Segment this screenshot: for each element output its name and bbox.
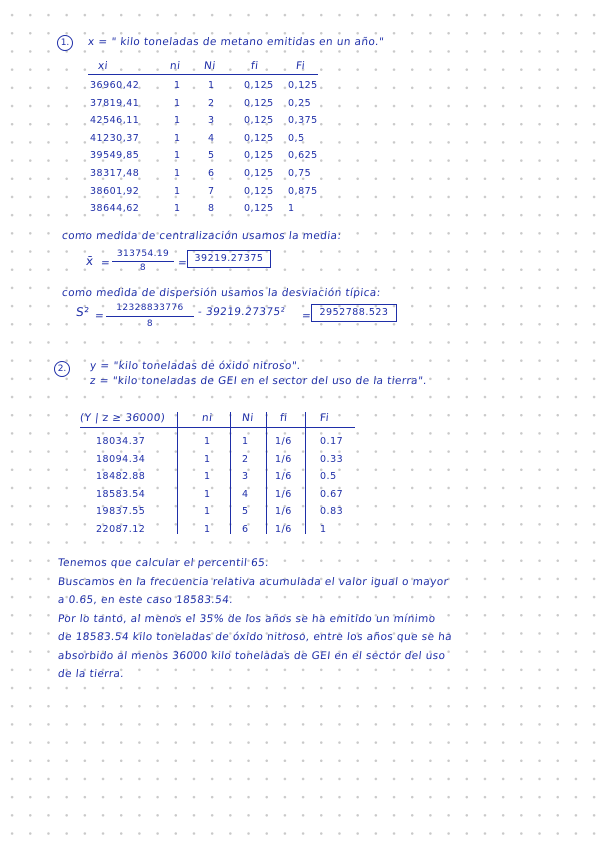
table-cell: 1 [174,97,181,109]
header-y-given-z: (Y | z ≥ 36000) [79,412,166,424]
table-cell: 0.33 [320,453,344,465]
header-ni: ni [169,60,182,72]
s2-fraction-bar [106,316,194,317]
mean-numerator: 313754.19 [116,249,170,259]
table-cell: 1 [288,203,295,215]
table-cell: 0,125 [244,115,274,127]
exercise-number-2: 2. [54,361,70,377]
mean-fraction-bar [112,261,174,262]
mean-symbol: x̄ [85,254,95,268]
variable-x-definition: x = " kilo toneladas de metano emitidas en un año." [87,36,385,48]
table-cell: 1 [174,203,181,215]
header-Fi: Fi [295,60,306,72]
table-cell-xi: 39549,85 [90,150,140,162]
exercise-number-1: 1. [57,35,73,51]
table-cell: 1 [204,523,211,535]
table-cell-y: 22087.12 [96,523,146,535]
table-cell: 0,125 [244,185,274,197]
mean-denominator: 8 [139,263,147,273]
table-cell: 0,125 [244,132,274,144]
table-cell: 1/6 [275,523,292,535]
table-cell: 0,25 [288,97,312,109]
table-cell: 0,125 [288,80,318,91]
table-cell-y: 19837.55 [96,506,146,517]
header-xi: xi [97,60,109,72]
table-cell: 1/6 [275,506,292,517]
table-cell: 4 [242,488,249,500]
table-cell: 1 [174,168,181,179]
variable-y-definition: y = "kilo toneladas de óxido nitroso". [89,360,302,372]
table-cell: 0,125 [244,203,274,215]
table-cell: 0,125 [244,168,274,179]
s2-numerator: 12328833776 [116,303,184,313]
paragraph-line: Tenemos que calcular el percentil 65. [57,557,270,569]
table-cell: 2 [208,97,215,109]
table-cell-y: 18583.54 [96,488,146,500]
s2-equals: = [94,310,105,322]
table-cell: 1 [204,506,211,517]
table-cell: 2 [242,453,249,465]
table-cell: 1 [174,115,181,127]
column-divider-3 [266,412,267,534]
variable-z-definition: z = "kilo toneladas de GEI en el sector del uso de la tierra". [89,375,428,387]
table-cell-y: 18094.34 [96,453,146,465]
dispersion-sentence: como medida de dispersión usamos la desviación típica: [61,287,382,299]
paragraph-line: a 0.65, en este caso 18583.54. [57,594,234,606]
header-fi: fi [250,60,260,72]
table-cell: 0,125 [244,150,274,162]
table-cell: 1/6 [275,471,292,482]
table-cell: 5 [242,506,249,517]
table-cell-y: 18034.37 [96,436,146,447]
table-cell: 1 [204,471,211,482]
header-ni: ni [201,412,214,424]
header-underline [80,427,355,428]
table-cell: 1 [174,185,181,197]
table-cell-xi: 37819,41 [90,97,140,109]
header-underline [88,74,318,75]
table-cell: 1/6 [275,453,292,465]
table-cell: 0,625 [288,150,318,162]
mean-equals-2: = [177,257,188,269]
header-fi: fi [279,412,289,424]
table-cell: 1 [208,80,215,91]
table-cell: 1 [204,453,211,465]
s2-equals-2: = [301,310,312,322]
paragraph-line: Por lo tanto, al menos el 35% de los años se ha emitido un mínimo [57,612,437,625]
table-cell: 8 [208,203,215,215]
table-cell: 6 [242,523,249,535]
table-cell: 3 [242,471,249,482]
column-divider-2 [230,412,231,534]
table-cell: 0,75 [288,168,312,179]
table-cell: 0,375 [288,115,318,127]
table-cell: 0,125 [244,80,274,91]
table-cell: 0,125 [244,97,274,109]
column-divider-4 [305,412,306,534]
table-cell: 1 [242,436,249,447]
table-cell: 0.67 [320,488,344,500]
header-Ni: Ni [241,412,255,424]
paragraph-line: absorbido al menos 36000 kilo toneladas de GEI en el sector del uso [57,649,447,662]
table-cell-xi: 38644,62 [90,203,140,215]
table-cell: 5 [208,150,215,162]
table-cell: 1/6 [275,436,292,447]
mean-equals: = [100,257,111,269]
table-cell: 1 [320,523,327,535]
table-cell-xi: 38317,48 [90,168,140,179]
table-cell-y: 18482.88 [96,471,146,482]
table-cell-xi: 38601,92 [90,185,140,197]
paragraph-line: de la tierra. [57,668,125,680]
table-cell: 0.17 [320,436,344,447]
mean-result-box: 39219.27375 [187,250,271,268]
table-cell: 1/6 [275,488,292,500]
s2-result-box: 2952788.523 [311,304,397,322]
table-cell: 1 [174,150,181,162]
table-cell: 0.83 [320,506,344,517]
paragraph-line: Buscamos en la frecuencia relativa acumulada el valor igual o mayor [57,575,449,588]
table-cell: 1 [204,488,211,500]
table-cell: 0.5 [320,471,337,482]
s2-denominator: 8 [146,319,154,329]
s2-minus-mean-squared: - 39219.27375² [197,306,286,318]
table-cell: 1 [174,80,181,91]
table-cell-xi: 41230,37 [90,132,140,144]
table-cell: 1 [204,436,211,447]
table-cell: 4 [208,132,215,144]
column-divider-1 [177,412,178,534]
header-Ni: Ni [203,60,217,72]
s2-symbol: S² [75,305,90,319]
paragraph-line: de 18583.54 kilo toneladas de óxido nitroso, entre los años que se ha [57,631,453,643]
header-Fi: Fi [319,412,330,424]
table-cell: 3 [208,115,215,127]
table-cell-xi: 42546,11 [90,115,140,127]
table-cell: 6 [208,168,215,179]
table-cell-xi: 36960,42 [90,80,140,91]
table-cell: 0,5 [288,132,305,144]
table-cell: 0,875 [288,185,318,197]
centralization-sentence: como medida de centralización usamos la media: [61,230,342,242]
table-cell: 7 [208,185,215,197]
table-cell: 1 [174,132,181,144]
